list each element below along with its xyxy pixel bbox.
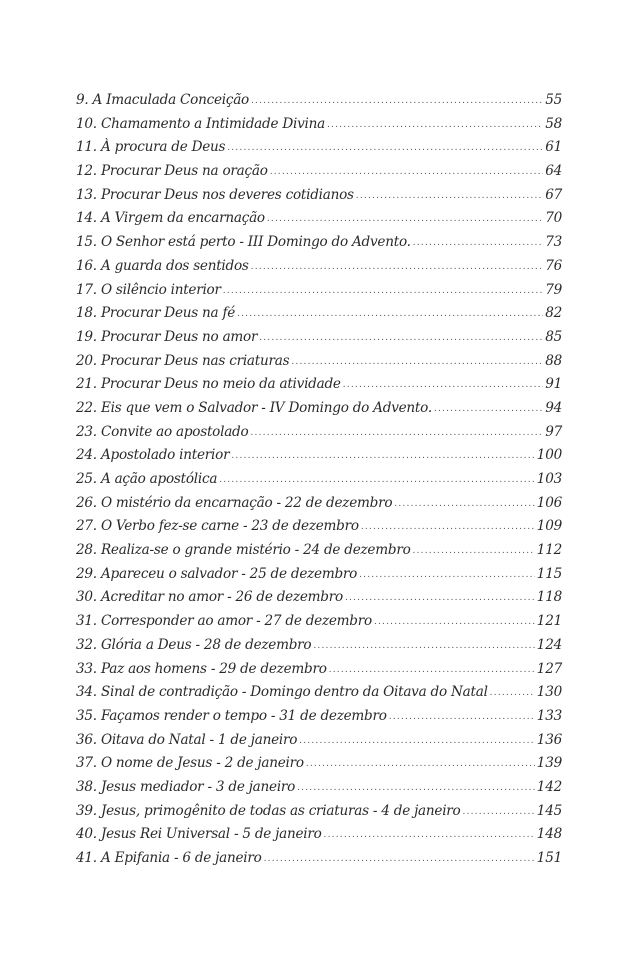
toc-entry-title: 33. Paz aos homens - 29 de dezembro [76, 660, 327, 677]
toc-entry-title: 24. Apostolado interior [76, 447, 230, 464]
dot-leader [343, 374, 543, 398]
toc-entry-page-number: 64 [545, 163, 562, 180]
toc-entry-title: 32. Glória a Deus - 28 de dezembro [76, 636, 312, 653]
toc-entry-page-number: 100 [536, 447, 562, 464]
toc-entry-page-number: 67 [545, 186, 562, 203]
toc-entry [76, 752, 562, 776]
toc-entry-page-number: 82 [545, 305, 562, 322]
toc-entry-page-number: 118 [536, 589, 562, 606]
dot-leader [231, 445, 534, 469]
toc-entry-page-number: 148 [536, 826, 562, 843]
toc-entry [76, 586, 562, 610]
toc-entry-page-number: 133 [536, 707, 562, 724]
toc-entry [76, 207, 562, 231]
toc-entry-page-number: 106 [536, 494, 562, 511]
toc-entry [76, 539, 562, 563]
toc-entry-page-number: 121 [536, 613, 562, 630]
toc-entry-page-number: 58 [545, 115, 562, 132]
toc-entry-page-number: 109 [536, 518, 562, 535]
dot-leader [251, 90, 543, 114]
toc-entry [76, 89, 562, 113]
toc-entry-title: 11. À procura de Deus [76, 139, 226, 156]
toc-entry-title: 35. Façamos render o tempo - 31 de dezembro [76, 707, 387, 724]
toc-entry [76, 776, 562, 800]
dot-leader [219, 469, 535, 493]
toc-entry [76, 705, 562, 729]
toc-entry-title: 40. Jesus Rei Universal - 5 de janeiro [76, 826, 322, 843]
dot-leader [329, 659, 535, 683]
toc-entry-title: 28. Realiza-se o grande mistério - 24 de dezembro [76, 542, 411, 559]
dot-leader [251, 256, 544, 280]
toc-entry [76, 231, 562, 255]
dot-leader [394, 493, 535, 517]
dot-leader [264, 848, 535, 872]
dot-leader [327, 114, 543, 138]
dot-leader [462, 801, 534, 825]
dot-leader [267, 208, 543, 232]
dot-leader [413, 540, 535, 564]
toc-entry [76, 421, 562, 445]
toc-entry-page-number: 85 [545, 328, 562, 345]
toc-entry [76, 444, 562, 468]
dot-leader [324, 824, 535, 848]
toc-entry-page-number: 151 [536, 850, 562, 866]
toc-entry-page-number: 91 [545, 376, 562, 393]
toc-entry-title: 37. O nome de Jesus - 2 de janeiro [76, 755, 304, 772]
toc-entry [76, 492, 562, 516]
toc-entry-title: 27. O Verbo fez-se carne - 23 de dezembro [76, 518, 359, 535]
toc-entry-title: 14. A Virgem da encarnação [76, 210, 265, 227]
toc-entry-title: 13. Procurar Deus nos deveres cotidianos [76, 186, 354, 203]
toc-entry-page-number: 76 [545, 257, 562, 274]
toc-entry-title: 20. Procurar Deus nas criaturas [76, 352, 290, 369]
toc-entry [76, 279, 562, 303]
dot-leader [413, 232, 543, 256]
toc-entry [76, 326, 562, 350]
toc-entry-title: 17. O silêncio interior [76, 281, 221, 298]
dot-leader [345, 587, 535, 611]
toc-entry-title: 9. A Imaculada Conceição [76, 92, 249, 108]
toc-entry-title: 29. Apareceu o salvador - 25 de dezembro [76, 565, 358, 582]
toc-entry [76, 350, 562, 374]
toc-entry [76, 563, 562, 587]
toc-entry-page-number: 70 [545, 210, 562, 227]
toc-entry-page-number: 139 [536, 755, 562, 772]
toc-entry-page-number: 142 [536, 778, 562, 795]
toc-entry-title: 18. Procurar Deus na fé [76, 305, 236, 322]
toc-entry-page-number: 103 [536, 471, 562, 487]
toc-entry-title: 26. O mistério da encarnação - 22 de dezembro [76, 494, 393, 511]
toc-entry-page-number: 73 [545, 234, 562, 251]
toc-entry-page-number: 145 [536, 802, 562, 819]
toc-entry [76, 634, 562, 658]
dot-leader [389, 706, 535, 730]
toc-entry [76, 681, 562, 705]
dot-leader [359, 564, 535, 588]
dot-leader [490, 682, 535, 706]
toc-entry-title: 34. Sinal de contradição - Domingo dentro da Oitava do Natal [76, 684, 488, 701]
toc-entry-page-number: 115 [536, 565, 562, 582]
toc-entry-title: 25. A ação apostólica [76, 471, 218, 487]
dot-leader [374, 611, 535, 635]
toc-entry [76, 847, 562, 871]
toc-entry-title: 10. Chamamento a Intimidade Divina [76, 115, 325, 132]
toc-entry-title: 19. Procurar Deus no amor [76, 328, 258, 345]
toc-entry [76, 160, 562, 184]
dot-leader [223, 280, 543, 304]
toc-entry-page-number: 61 [545, 139, 562, 156]
toc-entry-title: 21. Procurar Deus no meio da atividade [76, 376, 341, 393]
toc-entry-title: 23. Convite ao apostolado [76, 423, 249, 440]
toc-entry [76, 658, 562, 682]
toc-entry-page-number: 94 [545, 399, 562, 416]
dot-leader [291, 351, 543, 375]
toc-entry [76, 397, 562, 421]
dot-leader [356, 185, 543, 209]
toc-entry [76, 468, 562, 492]
toc-entry-title: 41. A Epifania - 6 de janeiro [76, 850, 262, 866]
toc-entry-page-number: 130 [536, 684, 562, 701]
dot-leader [227, 137, 543, 161]
toc-entry [76, 136, 562, 160]
dot-leader [313, 635, 534, 659]
toc-entry [76, 255, 562, 279]
toc-entry-page-number: 79 [545, 281, 562, 298]
toc-entry [76, 610, 562, 634]
toc-entry-title: 30. Acreditar no amor - 26 de dezembro [76, 589, 343, 606]
toc-entry-title: 16. A guarda dos sentidos [76, 257, 249, 274]
dot-leader [259, 327, 543, 351]
toc-entry [76, 823, 562, 847]
toc-entry-title: 39. Jesus, primogênito de todas as criaturas - 4 de janeiro [76, 802, 461, 819]
toc-entry [76, 302, 562, 326]
dot-leader [306, 753, 535, 777]
toc-entry-title: 12. Procurar Deus na oração [76, 163, 268, 180]
dot-leader [270, 161, 544, 185]
toc-entry-title: 22. Eis que vem o Salvador - IV Domingo do Advento. [76, 399, 432, 416]
toc-entry [76, 800, 562, 824]
toc-entry-page-number: 55 [545, 92, 562, 108]
toc-entry [76, 515, 562, 539]
toc-entry-title: 38. Jesus mediador - 3 de janeiro [76, 778, 296, 795]
toc-entry-page-number: 136 [536, 731, 562, 748]
toc-entry-page-number: 88 [545, 352, 562, 369]
toc-entry [76, 373, 562, 397]
toc-entry-page-number: 124 [536, 636, 562, 653]
toc-entry-page-number: 127 [536, 660, 562, 677]
dot-leader [299, 730, 535, 754]
toc-entry-title: 31. Corresponder ao amor - 27 de dezembro [76, 613, 372, 630]
dot-leader [434, 398, 543, 422]
toc-entry [76, 184, 562, 208]
toc-entry-page-number: 97 [545, 423, 562, 440]
dot-leader [250, 422, 543, 446]
toc-entry [76, 729, 562, 753]
dot-leader [297, 777, 535, 801]
toc-entry-page-number: 112 [536, 542, 562, 559]
toc-entry-title: 36. Oitava do Natal - 1 de janeiro [76, 731, 298, 748]
dot-leader [361, 516, 535, 540]
dot-leader [237, 303, 543, 327]
toc-entry-title: 15. O Senhor está perto - III Domingo do Advento. [76, 234, 411, 251]
toc-entry [76, 113, 562, 137]
table-of-contents [76, 89, 562, 871]
